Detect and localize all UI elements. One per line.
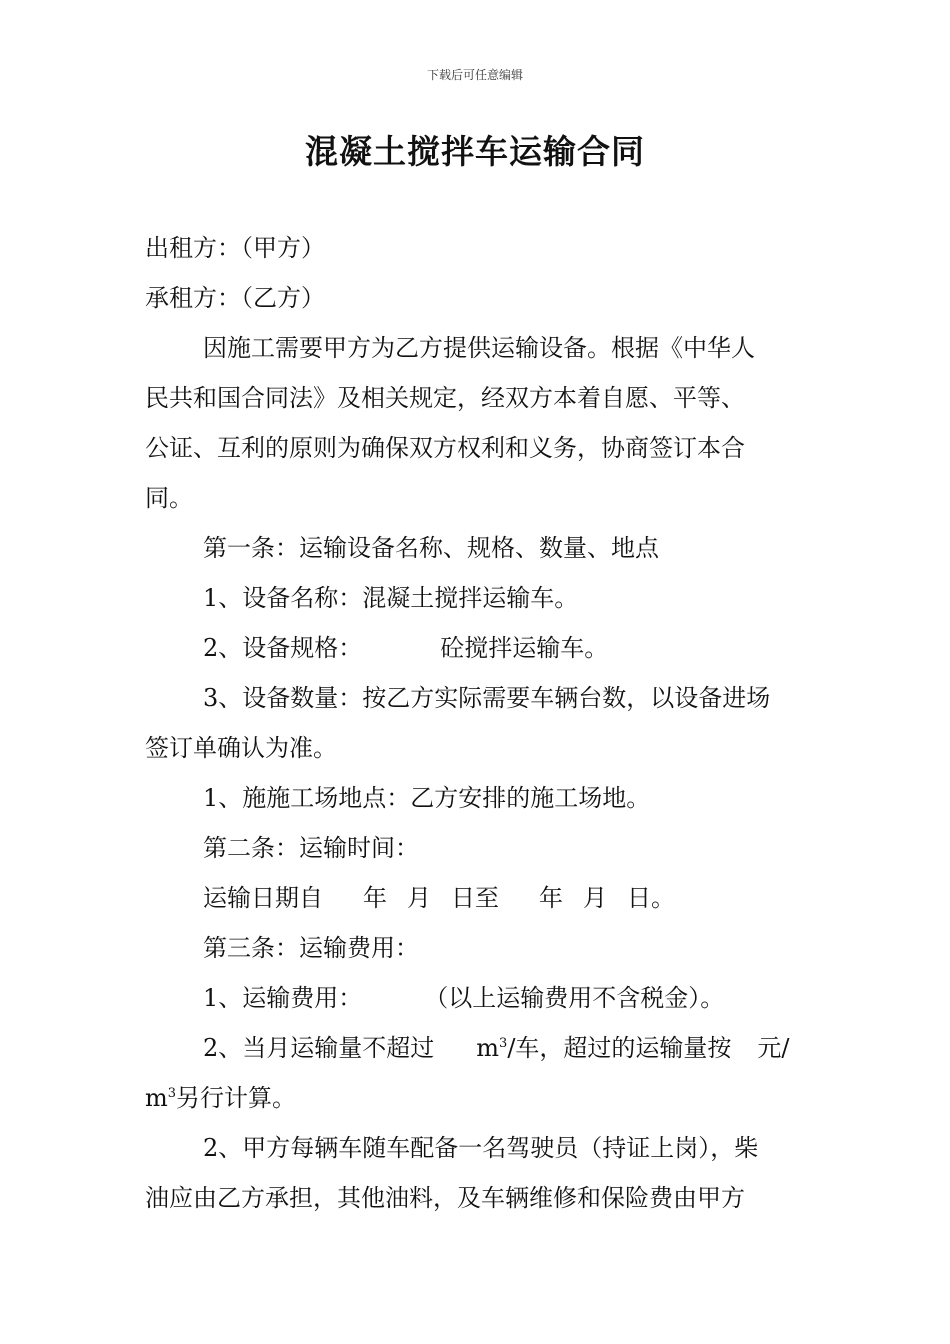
date-month-2: 月 [583, 884, 607, 912]
article3-item2-line2-sup: 3 [167, 1086, 177, 1101]
article2-date-line [145, 873, 810, 923]
article3-item2-line2-rest: 另行计算。 [176, 1084, 297, 1112]
article3-item1-note: （以上运输费用不含税金）。 [424, 984, 725, 1012]
article3-item1 [145, 973, 810, 1023]
date-day-to: 日至 [451, 884, 499, 912]
lessor-line: 出租方：（甲方） [145, 234, 325, 262]
contract-body [145, 223, 810, 1223]
article1-heading: 第一条：运输设备名称、规格、数量、地点 [203, 534, 659, 562]
article3-item1-label: 1、运输费用： [203, 984, 363, 1012]
article3-item2-unit: m [476, 1034, 500, 1062]
intro-line-2: 民共和国合同法》及相关规定，经双方本着自愿、平等、 [145, 384, 745, 412]
article3-item3-line1: 2、甲方每辆车随车配备一名驾驶员（持证上岗），柴 [203, 1134, 759, 1162]
article2-heading: 第二条：运输时间： [203, 834, 419, 862]
article1-item3-line1: 3、设备数量：按乙方实际需要车辆台数，以设备进场 [203, 684, 771, 712]
date-month: 月 [407, 884, 431, 912]
date-prefix: 运输日期自 [203, 884, 323, 912]
article3-item2-c: 元/ [757, 1034, 790, 1062]
contract-title: 混凝土搅拌车运输合同 [305, 132, 645, 171]
article3-item2-line1 [145, 1023, 810, 1073]
header-note: 下载后可任意编辑 [426, 68, 523, 82]
article3-item2-sup: 3 [499, 1036, 508, 1051]
article3-item3-line2: 油应由乙方承担，其他油料，及车辆维修和保险费由甲方 [145, 1184, 745, 1212]
article3-item2-line2-unit: m [145, 1084, 168, 1112]
intro-line-4: 同。 [145, 484, 193, 512]
date-year: 年 [363, 884, 387, 912]
article1-item1: 1、设备名称：混凝土搅拌运输车。 [203, 584, 579, 612]
article1-item4: 1、施施工场地点：乙方安排的施工场地。 [203, 784, 651, 812]
article3-item2-line2 [145, 1073, 810, 1123]
date-day-end: 日。 [627, 884, 675, 912]
article1-item2 [145, 623, 810, 673]
article3-heading: 第三条：运输费用： [203, 934, 419, 962]
article3-item2-a: 2、当月运输量不超过 [203, 1034, 435, 1062]
article1-item3-line2: 签订单确认为准。 [145, 734, 337, 762]
article1-item2-value: 砼搅拌运输车。 [440, 634, 609, 662]
article3-item2-b: /车，超过的运输量按 [507, 1034, 732, 1062]
article1-item2-label: 2、设备规格： [203, 634, 363, 662]
intro-line-3: 公证、互利的原则为确保双方权利和义务，协商签订本合 [145, 434, 745, 462]
date-year-2: 年 [539, 884, 563, 912]
intro-line-1: 因施工需要甲方为乙方提供运输设备。根据《中华人 [203, 334, 755, 362]
lessee-line: 承租方：（乙方） [145, 284, 325, 312]
